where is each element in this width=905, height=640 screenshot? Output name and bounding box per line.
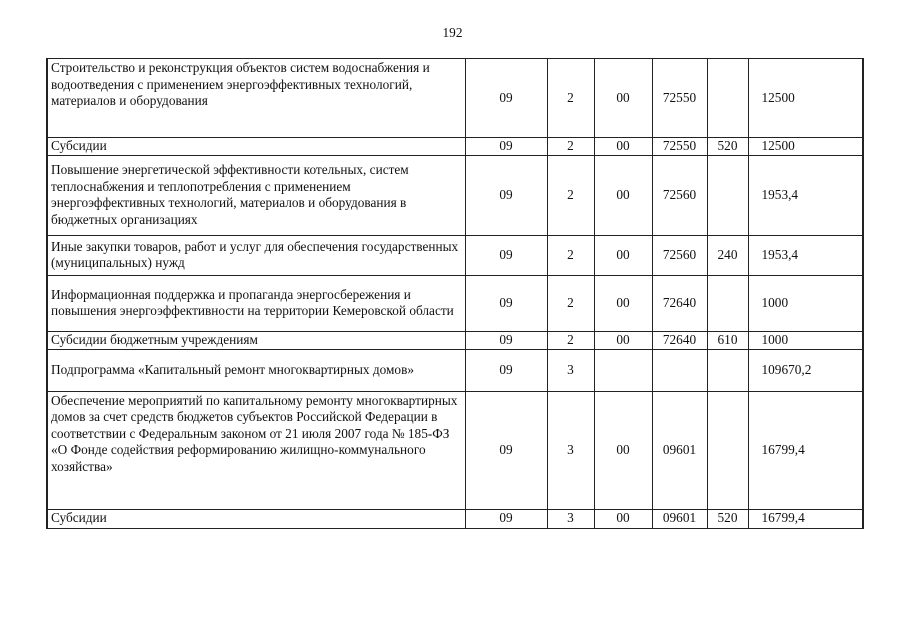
section-code: 09 [465, 509, 547, 528]
table-row [47, 59, 863, 138]
amount: 16799,4 [748, 509, 863, 528]
expense-type [707, 349, 748, 391]
table-row [47, 391, 863, 509]
program-code: 00 [594, 331, 652, 349]
row-name: Строительство и реконструкция объектов систем водоснабжения и водоотведения с применением энергоэффективных технологий, материалов и оборудования [47, 59, 465, 138]
subsection-code: 2 [547, 235, 594, 275]
section-code: 09 [465, 391, 547, 509]
target-code: 09601 [652, 509, 707, 528]
expense-type [707, 155, 748, 235]
section-code: 09 [465, 155, 547, 235]
subsection-code: 2 [547, 275, 594, 331]
amount: 1953,4 [748, 235, 863, 275]
table-row [47, 349, 863, 391]
subsection-code: 2 [547, 59, 594, 138]
table-row [47, 235, 863, 275]
expense-type [707, 59, 748, 138]
target-code: 72640 [652, 275, 707, 331]
program-code: 00 [594, 235, 652, 275]
row-name: Субсидии бюджетным учреждениям [47, 331, 465, 349]
amount: 1953,4 [748, 155, 863, 235]
target-code: 09601 [652, 391, 707, 509]
budget-table [46, 58, 864, 529]
target-code: 72550 [652, 138, 707, 156]
subsection-code: 3 [547, 349, 594, 391]
section-code: 09 [465, 349, 547, 391]
amount: 16799,4 [748, 391, 863, 509]
row-name: Иные закупки товаров, работ и услуг для обеспечения государственных (муниципальных) нужд [47, 235, 465, 275]
expense-type [707, 275, 748, 331]
expense-type: 240 [707, 235, 748, 275]
program-code: 00 [594, 155, 652, 235]
expense-type: 520 [707, 509, 748, 528]
target-code: 72560 [652, 155, 707, 235]
program-code: 00 [594, 138, 652, 156]
amount: 12500 [748, 59, 863, 138]
table-row [47, 138, 863, 156]
expense-type: 520 [707, 138, 748, 156]
amount: 1000 [748, 331, 863, 349]
expense-type: 610 [707, 331, 748, 349]
program-code: 00 [594, 509, 652, 528]
table-row [47, 275, 863, 331]
row-name: Информационная поддержка и пропаганда энергосбережения и повышения энергоэффективности на территории Кемеровской области [47, 275, 465, 331]
section-code: 09 [465, 235, 547, 275]
program-code [594, 349, 652, 391]
row-name: Обеспечение мероприятий по капитальному ремонту многоквартирных домов за счет средств бюджетов субъектов Российской Федерации в соответствии с Федеральным законом от 21 июля 2007 года № 185-ФЗ «О Фонде содействия реформированию жилищно-коммунального хозяйства» [47, 391, 465, 509]
amount: 1000 [748, 275, 863, 331]
program-code: 00 [594, 59, 652, 138]
table-row [47, 509, 863, 528]
row-name: Субсидии [47, 138, 465, 156]
target-code [652, 349, 707, 391]
target-code: 72560 [652, 235, 707, 275]
subsection-code: 3 [547, 509, 594, 528]
subsection-code: 3 [547, 391, 594, 509]
row-name: Повышение энергетической эффективности котельных, систем теплоснабжения и теплопотребления с применением энергоэффективных технологий, материалов и оборудования в бюджетных организациях [47, 155, 465, 235]
row-name: Подпрограмма «Капитальный ремонт многоквартирных домов» [47, 349, 465, 391]
table-row [47, 331, 863, 349]
section-code: 09 [465, 59, 547, 138]
table-row [47, 155, 863, 235]
target-code: 72550 [652, 59, 707, 138]
amount: 12500 [748, 138, 863, 156]
section-code: 09 [465, 331, 547, 349]
subsection-code: 2 [547, 155, 594, 235]
section-code: 09 [465, 275, 547, 331]
amount: 109670,2 [748, 349, 863, 391]
section-code: 09 [465, 138, 547, 156]
subsection-code: 2 [547, 331, 594, 349]
target-code: 72640 [652, 331, 707, 349]
program-code: 00 [594, 275, 652, 331]
subsection-code: 2 [547, 138, 594, 156]
expense-type [707, 391, 748, 509]
program-code: 00 [594, 391, 652, 509]
row-name: Субсидии [47, 509, 465, 528]
page-number: 192 [442, 25, 463, 40]
